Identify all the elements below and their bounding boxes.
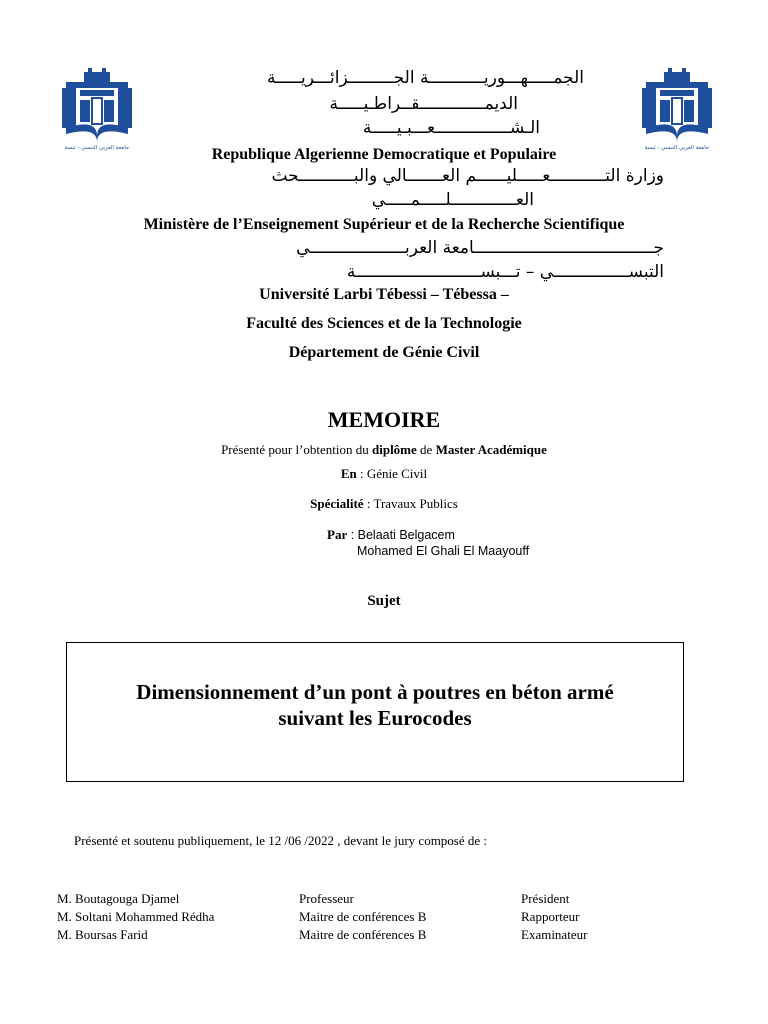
jury-row	[0, 927, 768, 945]
subject-title	[67, 679, 683, 731]
university-french: Université Larbi Tébessi – Tébessa –	[259, 286, 509, 303]
master-label: Master Académique	[435, 442, 547, 457]
author-2: Mohamed El Ghali El Maayouff	[357, 544, 530, 558]
field-line	[0, 466, 768, 482]
jury-name: M. Soltani Mohammed Rédha	[57, 909, 215, 924]
university-logo-left	[56, 68, 138, 152]
arabic-university-line-1: جــــــــــــــــــــــــــــــــــــامعة العربـــــــــــــــــــي	[296, 238, 664, 258]
republic-french: Republique Algerienne Democratique et Populaire	[211, 146, 557, 163]
specialite-value: : Travaux Publics	[363, 496, 458, 511]
diploma-label: diplôme	[372, 442, 417, 457]
defense-statement: Présenté et soutenu publiquement, le 12 /06 /2022 , devant le jury composé de :	[74, 833, 488, 848]
arabic-republic-line-3: الـشـــــــــــــــعـــبـيـــــة	[362, 118, 540, 138]
presented-prefix: Présenté pour l’obtention du	[221, 442, 372, 457]
jury-grade: Maitre de conférences B	[299, 909, 427, 924]
jury-name: M. Boutagouga Djamel	[57, 891, 180, 906]
arabic-university-line-2: التبســـــــــــــــي – تـــبســـــــــــــــــــــــــة	[346, 262, 664, 282]
jury-grade: Professeur	[299, 891, 354, 906]
jury-row	[0, 891, 768, 909]
presented-mid: de	[416, 442, 436, 457]
logo-caption-right: جامعة العربي التبسي - تبسة	[644, 145, 710, 151]
department-name: Département de Génie Civil	[288, 344, 480, 361]
specialite-label: Spécialité	[310, 496, 364, 511]
jury-role: Rapporteur	[521, 909, 580, 924]
subject-box	[66, 642, 684, 782]
subject-line-2: suivant les Eurocodes	[278, 706, 472, 730]
logo-caption-left: جامعة العربي التبسي - تبسة	[64, 145, 130, 151]
author-1: Belaati Belgacem	[357, 528, 455, 542]
arabic-republic-line-1: الجمـــــهـــوريـــــــــــة الجـــــــــزائـــريـــــة	[266, 68, 584, 88]
arabic-ministry-line-1: وزارة التـــــــــــعـــــليــــــم العـــــــالي والبـــــــــــحث	[271, 166, 664, 186]
jury-role: Examinateur	[521, 927, 588, 942]
arabic-republic-line-2: الديمـــــــــــــقــراطـيـــــة	[329, 94, 518, 114]
presented-for-line	[0, 442, 768, 458]
university-logo-right	[636, 68, 718, 152]
jury-row	[0, 909, 768, 927]
jury-name: M. Boursas Farid	[57, 927, 148, 942]
jury-grade: Maitre de conférences B	[299, 927, 427, 942]
memoire-title: MEMOIRE	[327, 407, 441, 432]
arabic-ministry-line-2: العـــــــــــــلـــــمـــــي	[371, 190, 534, 210]
subject-line-1: Dimensionnement d’un pont à poutres en béton armé	[136, 680, 614, 704]
ministry-french: Ministère de l’Enseignement Supérieur et de la Recherche Scientifique	[143, 216, 625, 233]
faculty-name: Faculté des Sciences et de la Technologie	[246, 315, 522, 332]
specialty-line	[0, 496, 768, 512]
sujet-label: Sujet	[367, 593, 401, 609]
jury-role: Président	[521, 891, 570, 906]
en-label: En	[340, 466, 357, 481]
par-label: Par	[327, 527, 348, 542]
en-value: : Génie Civil	[356, 466, 428, 481]
par-line: Par : Belaati Belgacem	[327, 527, 455, 542]
